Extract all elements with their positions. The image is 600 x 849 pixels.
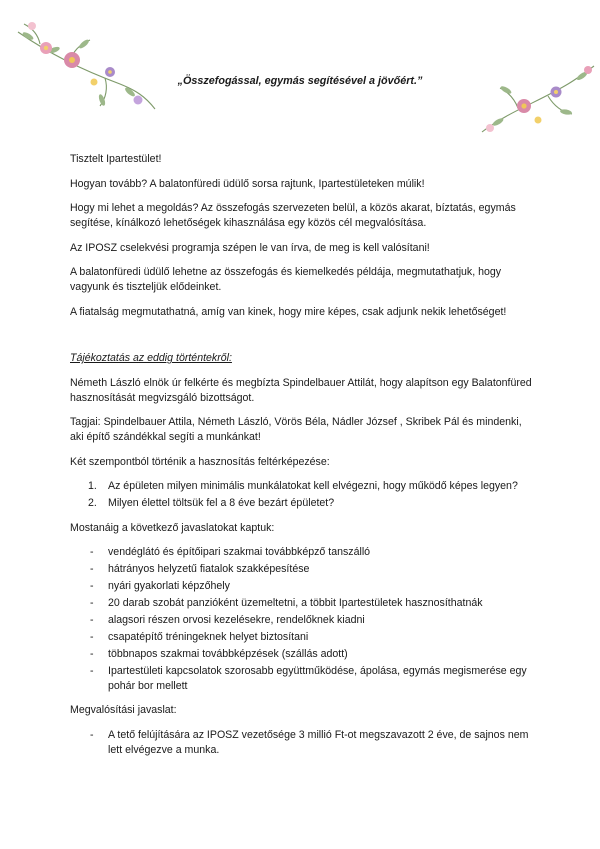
section-title: Tájékoztatás az eddig történtekről: bbox=[70, 352, 232, 365]
letter-body bbox=[70, 152, 532, 767]
list-item bbox=[70, 647, 532, 662]
bullet-marker: - bbox=[90, 665, 94, 678]
floral-ornament-left bbox=[10, 14, 160, 114]
list-item-text: csapatépítő tréningeknek helyet biztosítani bbox=[108, 631, 309, 644]
list-item-text: alagsori részen orvosi kezelésekre, rendelőknek kiadni bbox=[108, 614, 365, 627]
list-item bbox=[70, 596, 532, 611]
bullet-marker: - bbox=[90, 728, 94, 741]
bullet-marker: - bbox=[90, 614, 94, 627]
greeting: Tisztelt Ipartestület! bbox=[70, 153, 162, 165]
intro-paragraph: Hogyan tovább? A balatonfüredi üdülő sorsa rajtunk, Ipartestületeken múlik! bbox=[70, 177, 425, 190]
list-item-text: Az épületen milyen minimális munkálatokat kell elvégezni, hogy működő képes legyen? bbox=[108, 480, 518, 493]
spacer bbox=[70, 329, 532, 347]
intro-paragraph: Az IPOSZ cselekvési programja szépen le van írva, de meg is kell valósítani! bbox=[70, 241, 430, 254]
list-number: 2. bbox=[88, 497, 97, 510]
list-item-text: Ipartestületi kapcsolatok szorosabb együttműködése, ápolása, egymás megismerése egy pohár bor mellett bbox=[108, 665, 527, 693]
section-paragraph: Németh László elnök úr felkérte és megbízta Spindelbauer Attilát, hogy alapítson egy Balatonfüred hasznosítását megvizsgáló bizottságot. bbox=[70, 376, 532, 404]
list-item bbox=[70, 579, 532, 594]
list-item bbox=[70, 613, 532, 628]
list-item-text: nyári gyakorlati képzőhely bbox=[108, 580, 230, 593]
list-item bbox=[70, 562, 532, 577]
list-item-text: A tető felújítására az IPOSZ vezetősége 3 millió Ft-ot megszavazott 2 éve, de sajnos nem lett elvégezve a munka. bbox=[108, 728, 529, 756]
list-item-text: vendéglátó és építőipari szakmai továbbképző tanszálló bbox=[108, 546, 371, 559]
bullet-marker: - bbox=[90, 563, 94, 576]
list-number: 1. bbox=[88, 480, 97, 493]
list-item-text: többnapos szakmai továbbképzések (szállás adott) bbox=[108, 648, 348, 661]
implementation-intro: Megvalósítási javaslat: bbox=[70, 704, 177, 717]
list-item bbox=[70, 664, 532, 694]
bullet-marker: - bbox=[90, 648, 94, 661]
list-item-text: 20 darab szobát panzióként üzemeltetni, a többit Ipartestületek hasznosíthatnák bbox=[108, 597, 483, 610]
section-paragraph: Tagjai: Spindelbauer Attila, Németh László, Vörös Béla, Nádler József , Skribek Pál és mindenki, aki építő szándékkal segíti a munkánkat! bbox=[70, 416, 522, 444]
list-item bbox=[70, 630, 532, 645]
list-item-text: hátrányos helyzetű fiatalok szakképesítése bbox=[108, 563, 310, 576]
intro-paragraph: A balatonfüredi üdülő lehetne az összefogás és kiemelkedés példája, megmutathatjuk, hogy vagyunk és tiszteljük elődeinket. bbox=[70, 266, 502, 294]
bullet-marker: - bbox=[90, 597, 94, 610]
suggestions-intro: Mostanáig a következő javaslatokat kaptuk: bbox=[70, 521, 275, 534]
questions-list bbox=[70, 479, 532, 511]
intro-paragraph: A fiatalság megmutathatná, amíg van kinek, hogy mire képes, csak adjunk nekik lehetőséget! bbox=[70, 305, 507, 318]
list-item bbox=[70, 545, 532, 560]
implementation-list bbox=[70, 728, 532, 758]
list-item bbox=[70, 728, 532, 758]
list-item bbox=[70, 496, 532, 511]
bullet-marker: - bbox=[90, 546, 94, 559]
bullet-marker: - bbox=[90, 631, 94, 644]
list-item bbox=[70, 479, 532, 494]
suggestions-list bbox=[70, 545, 532, 694]
motto: „Összefogással, egymás segítésével a jövőért.” bbox=[177, 75, 423, 87]
section-paragraph: Két szempontból történik a hasznosítás feltérképezése: bbox=[70, 455, 330, 468]
intro-paragraph: Hogy mi lehet a megoldás? Az összefogás szervezeten belül, a közös akarat, bíztatás, egymás segítése, kínálkozó lehetőségek kihasználása egy közös cél megvalósítása. bbox=[70, 202, 516, 230]
bullet-marker: - bbox=[90, 580, 94, 593]
list-item-text: Milyen élettel töltsük fel a 8 éve bezárt épületet? bbox=[108, 497, 335, 510]
